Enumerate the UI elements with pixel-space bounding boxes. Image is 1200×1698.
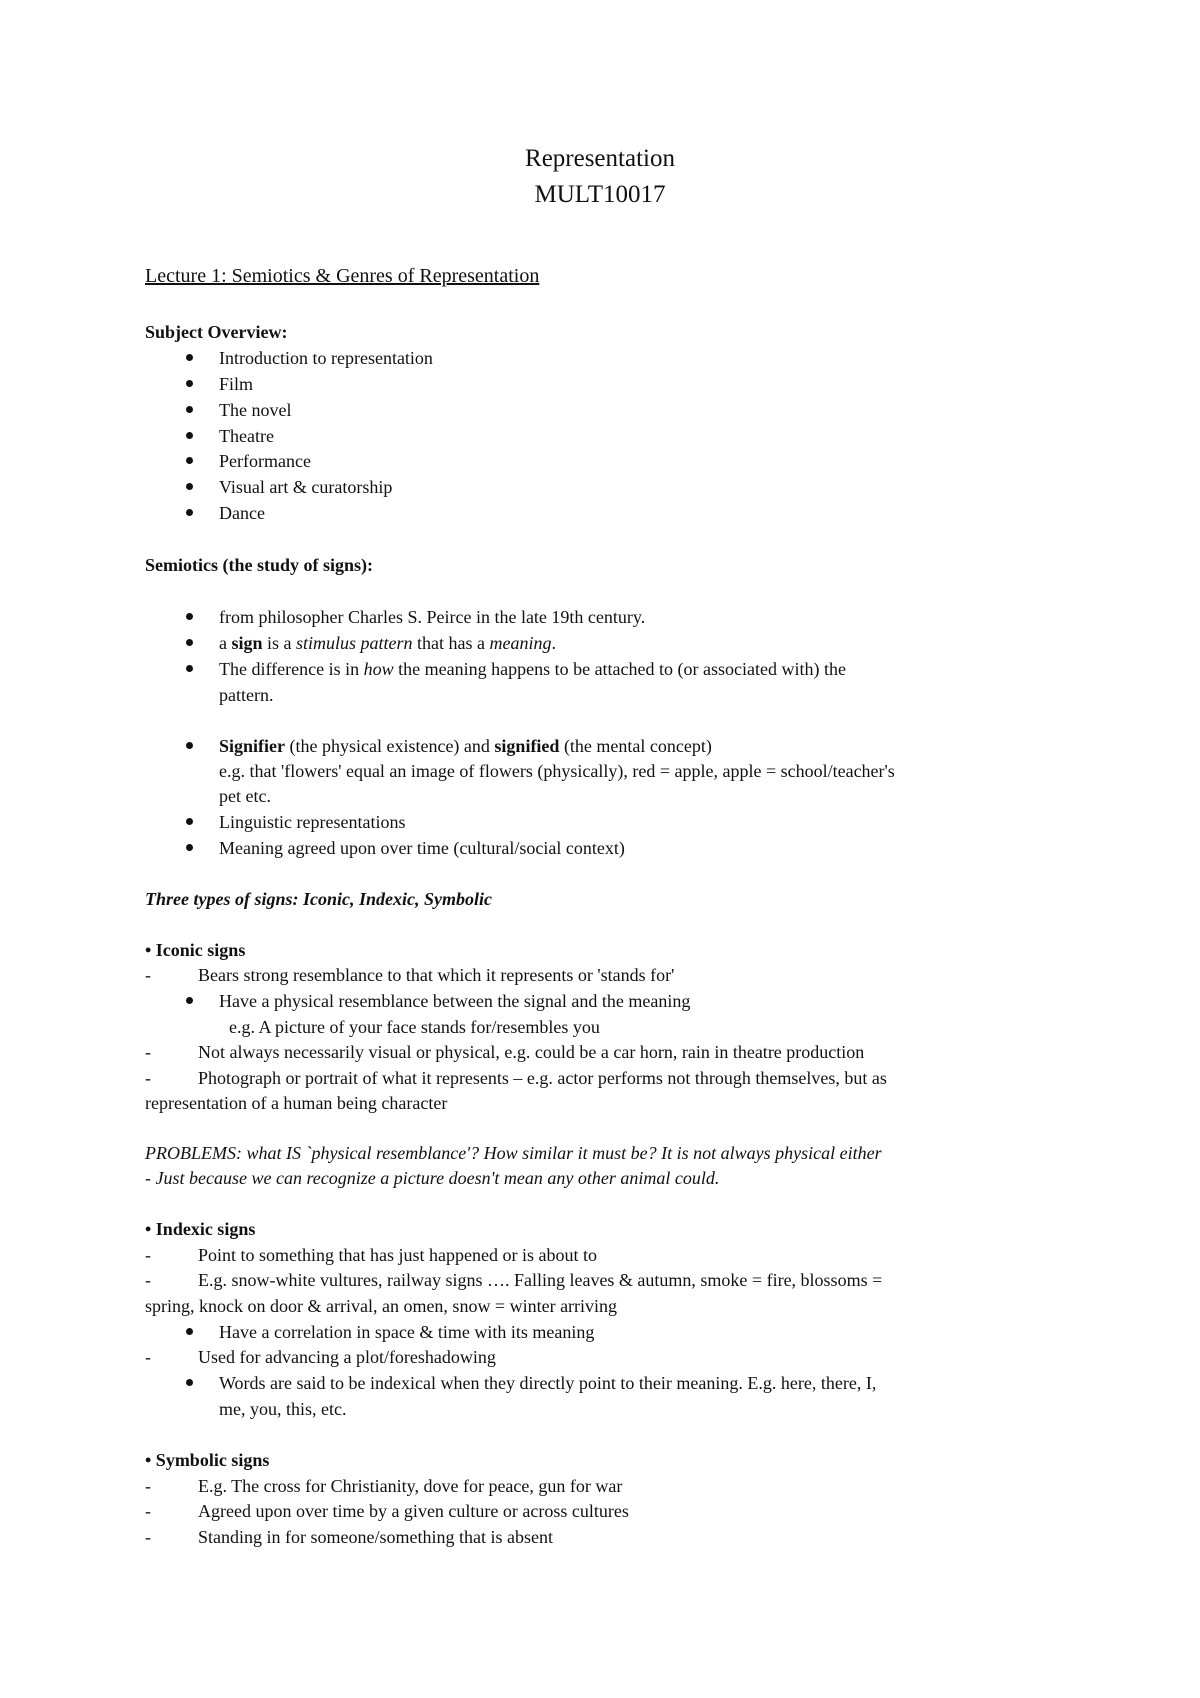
list-item-continuation: me, you, this, etc. xyxy=(219,1399,347,1419)
list-item: Linguistic representations xyxy=(219,812,406,832)
list-item: Meaning agreed upon over time (cultural/social context) xyxy=(219,838,625,858)
list-item: Performance xyxy=(219,451,311,471)
dash-item: Not always necessarily visual or physical, e.g. could be a car horn, rain in theatre production xyxy=(198,1042,865,1062)
dash-marker: - xyxy=(145,1347,151,1367)
dash-item: E.g. The cross for Christianity, dove for peace, gun for war xyxy=(198,1476,623,1496)
dash-marker: - xyxy=(145,1042,151,1062)
bullet-icon xyxy=(186,844,193,851)
dash-item: Used for advancing a plot/foreshadowing xyxy=(198,1347,496,1367)
bullet-icon xyxy=(186,613,193,620)
three-types-heading: Three types of signs: Iconic, Indexic, Symbolic xyxy=(145,889,492,909)
document-title: Representation xyxy=(525,145,675,172)
list-item: The difference is in how the meaning happens to be attached to (or associated with) the xyxy=(219,659,846,679)
dash-item-continuation: spring, knock on door & arrival, an omen, snow = winter arriving xyxy=(145,1296,618,1316)
bullet-icon xyxy=(186,380,193,387)
bullet-icon xyxy=(186,665,193,672)
bullet-icon xyxy=(186,354,193,361)
subject-code: MULT10017 xyxy=(534,181,666,208)
bullet-icon xyxy=(186,742,193,749)
list-item: Signifier (the physical existence) and signified (the mental concept) xyxy=(219,736,712,756)
dash-item: Standing in for someone/something that is absent xyxy=(198,1527,553,1547)
dash-item: Agreed upon over time by a given culture or across cultures xyxy=(198,1501,629,1521)
list-item: from philosopher Charles S. Peirce in the late 19th century. xyxy=(219,607,646,627)
list-item-continuation: e.g. that 'flowers' equal an image of flowers (physically), red = apple, apple = school/teacher's xyxy=(219,761,895,781)
list-item-continuation: pet etc. xyxy=(219,786,271,806)
bullet-icon xyxy=(186,457,193,464)
symbolic-heading: • Symbolic signs xyxy=(145,1450,270,1470)
list-item: Dance xyxy=(219,503,265,523)
indexic-heading: • Indexic signs xyxy=(145,1219,256,1239)
dash-marker: - xyxy=(145,1476,151,1496)
dash-item: Bears strong resemblance to that which it represents or 'stands for' xyxy=(198,965,675,985)
bullet-icon xyxy=(186,1379,193,1386)
list-item-continuation: e.g. A picture of your face stands for/resembles you xyxy=(229,1017,600,1037)
bullet-icon xyxy=(186,483,193,490)
dash-item-continuation: representation of a human being character xyxy=(145,1093,448,1113)
dash-marker: - xyxy=(145,1270,151,1290)
problems-text: - Just because we can recognize a picture doesn't mean any other animal could. xyxy=(145,1168,720,1188)
iconic-heading: • Iconic signs xyxy=(145,940,246,960)
dash-item: Photograph or portrait of what it represents – e.g. actor performs not through themselves, but as xyxy=(198,1068,887,1088)
dash-marker: - xyxy=(145,1527,151,1547)
bullet-icon xyxy=(186,1328,193,1335)
dash-marker: - xyxy=(145,1501,151,1521)
list-item: Have a correlation in space & time with its meaning xyxy=(219,1322,595,1342)
bullet-icon xyxy=(186,509,193,516)
problems-text: PROBLEMS: what IS `physical resemblance'? How similar it must be? It is not always physical either xyxy=(145,1143,882,1163)
list-item: Theatre xyxy=(219,426,274,446)
list-item: Words are said to be indexical when they directly point to their meaning. E.g. here, there, I, xyxy=(219,1373,877,1393)
dash-item: Point to something that has just happened or is about to xyxy=(198,1245,597,1265)
list-item: Have a physical resemblance between the signal and the meaning xyxy=(219,991,691,1011)
lecture-heading: Lecture 1: Semiotics & Genres of Representation xyxy=(145,265,540,287)
semiotics-heading: Semiotics (the study of signs): xyxy=(145,555,373,575)
dash-item: E.g. snow-white vultures, railway signs …. Falling leaves & autumn, smoke = fire, blossoms = xyxy=(198,1270,883,1290)
list-item: The novel xyxy=(219,400,292,420)
list-item: Introduction to representation xyxy=(219,348,433,368)
list-item: a sign is a stimulus pattern that has a meaning. xyxy=(219,633,557,653)
list-item: Film xyxy=(219,374,254,394)
bullet-icon xyxy=(186,406,193,413)
bullet-icon xyxy=(186,997,193,1004)
subject-overview-heading: Subject Overview: xyxy=(145,322,288,342)
list-item-continuation: pattern. xyxy=(219,685,274,705)
list-item: Visual art & curatorship xyxy=(219,477,393,497)
dash-marker: - xyxy=(145,1068,151,1088)
dash-marker: - xyxy=(145,1245,151,1265)
bullet-icon xyxy=(186,432,193,439)
bullet-icon xyxy=(186,639,193,646)
bullet-icon xyxy=(186,818,193,825)
dash-marker: - xyxy=(145,965,151,985)
